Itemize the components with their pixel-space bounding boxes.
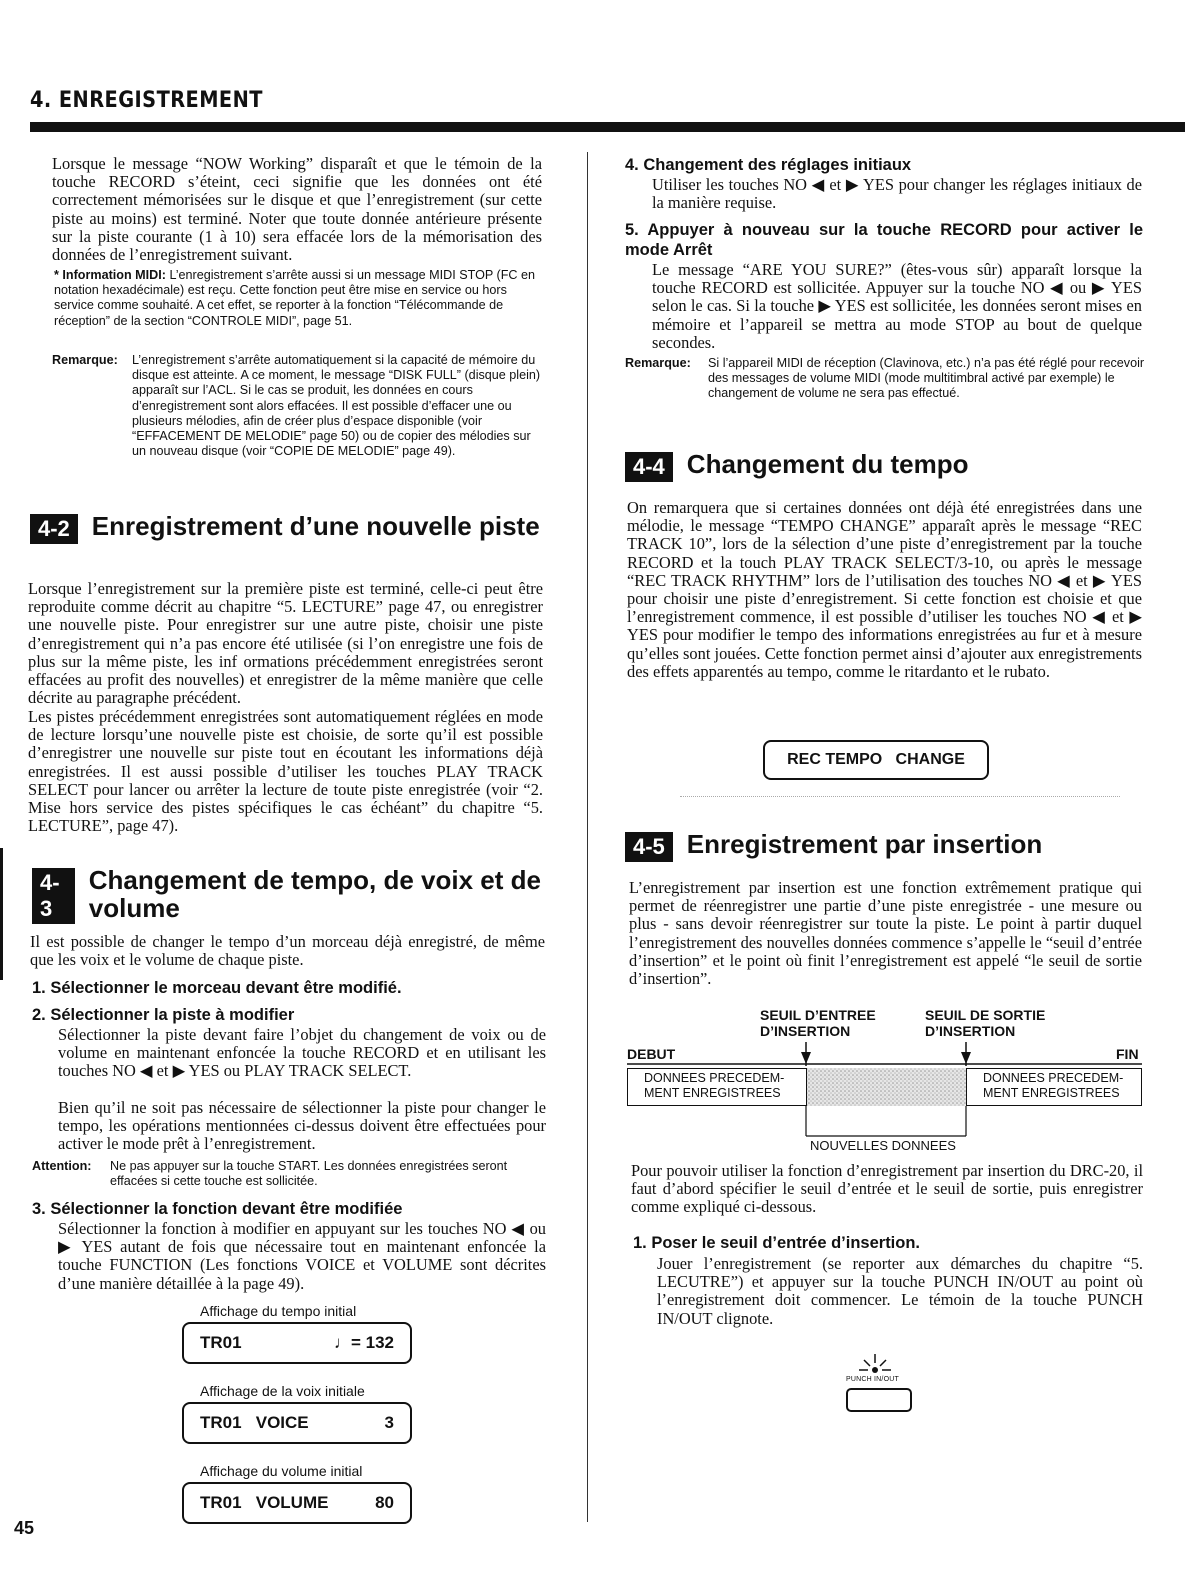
section-4-2-para-2: Les pistes précédemment enregistrées sont automatiquement réglées en mode de lecture lorsqu’une nouvelle piste est choisie, de sorte qu’il est possible d’enregistrer une nouvelle sur piste tout en écoutant les informations déjà enregistrées. Il est aussi possible d’utiliser les touches PLAY TRACK SELECT pour lancer ou arrêter la lecture de toute piste enregistrée (voir “2. Mise hors service des pistes spécifiques le cas échéant” du chapitre “5. LECTURE”, page 47).	[28, 707, 543, 836]
step-4-title: 4. Changement des réglages initiaux	[625, 156, 912, 174]
punch-in-out-button[interactable]	[846, 1388, 912, 1412]
step-1-title: 1. Sélectionner le morceau devant être modifié.	[32, 979, 402, 997]
tempo-lcd	[182, 1322, 412, 1364]
new-data-region	[806, 1068, 966, 1106]
tempo-change-lcd: REC TEMPO CHANGE	[763, 740, 989, 780]
chapter-rule	[30, 122, 1185, 132]
remarque-label: Remarque:	[52, 353, 118, 367]
section-4-4-heading	[625, 450, 1145, 482]
intro-paragraph: Lorsque le message “NOW Working” disparaît et que le témoin de la touche RECORD s’éteint, ceci signifie que les données ont été correctement mémorisées sur le disque et que l’enregistrement (sur cette piste au moins) est terminé. Noter que toute donnée antérieure présente sur la piste courante (1 à 10) sera effacée lors de la mémorisation des données de l’enregistrement suivant.	[52, 154, 542, 265]
section-4-3-intro: Il est possible de changer le tempo d’un morceau déjà enregistré, de même que les voix et le volume de chaque piste.	[30, 932, 545, 970]
section-4-2-heading	[30, 512, 550, 544]
volume-lcd	[182, 1482, 412, 1524]
step-2-text-2: Bien qu’il ne soit pas nécessaire de sélectionner la piste pour changer le tempo, les opérations mentionnées ci-dessus doivent être effectuées pour activer le mode prêt à l’enregistrement.	[58, 1098, 546, 1154]
dotted-separator	[680, 796, 1120, 797]
punch-button-label: PUNCH IN/OUT	[846, 1376, 899, 1383]
step-3-title: 3. Sélectionner la fonction devant être modifiée	[32, 1200, 403, 1218]
attention-label: Attention:	[32, 1159, 92, 1173]
remarque-text: L’enregistrement s’arrête automatiquement si la capacité de mémoire du disque est atteinte. A ce moment, le message “DISK FULL” (disque plein) apparaît sur l’ACL. Si le cas se produit, les données en cours d’enregistrement sont alors effacées. Il est possible d’effacer une ou plusieurs mélodies, afin de créer plus d’espace disponible (voir “EFFACEMENT DE MELODIE” page 50) ou de copier des mélodies sur un nouveau disque (voir “COPIE DE MELODIE” page 49).	[132, 353, 541, 459]
attention-text: Ne pas appuyer sur la touche START. Les données enregistrées seront effacées si cette touche est sollicitée.	[110, 1159, 508, 1189]
info-midi-note	[54, 268, 542, 329]
remarque-note-1	[52, 353, 542, 459]
step-3-text: Sélectionner la fonction à modifier en appuyant sur les touches NO ◀ ou ▶ YES autant de fois que nécessaire tout en maintenant enfoncée la touche FUNCTION (Les fonctions VOICE et VOLUME sont décrites d’une manière détaillée à la page 49).	[58, 1219, 546, 1293]
volume-display-caption: Affichage du volume initial	[200, 1463, 363, 1479]
info-midi-text: L’enregistrement s’arrête aussi si un message MIDI STOP (FC en notation hexadécimale) est reçu. Cette fonction peut être mise en service ou hors service comme souhaité. A cet effet, se reporter à la fonction “Télécommande de réception” de la section “CONTROLE MIDI”, page 51.	[54, 268, 536, 328]
attention-note	[32, 1159, 547, 1189]
tempo-display-caption: Affichage du tempo initial	[200, 1303, 357, 1319]
section-badge: 4-5	[625, 832, 673, 862]
new-data-label: NOUVELLES DONNEES	[806, 1138, 960, 1153]
section-4-3-heading	[32, 866, 552, 924]
lcd-left-text: TR01 VOICE	[200, 1413, 309, 1432]
seuil-entree-label: SEUIL D’ENTREE D’INSERTION	[760, 1007, 876, 1039]
section-title: Enregistrement d’une nouvelle piste	[91, 511, 540, 541]
section-4-4-para: On remarquera que si certaines données ont déjà été enregistrées dans une mélodie, le message “TEMPO CHANGE” apparaît après le message “REC TRACK 10”, lors de la sélection d’une piste d’enregistrement par la touche RECORD et la touch PLAY TRACK SELECT/3-10, ou après le message “REC TRACK RHYTHM” lors de l’utilisation des touches NO ◀ et ▶ YES pour choisir une piste d’enregistrement. Si cette fonction est choisie et que l’enregistrement commence, il est possible d’utiliser les touches NO ◀ et ▶ YES pour modifier le tempo des informations enregistrées au fur et à mesure qu’elles sont jouées. Cette fonction permet ainsi d’ajouter aux enregistrements des effets apparentés au tempo, comme le ritardanto et le rubato.	[627, 498, 1142, 681]
voice-display-caption: Affichage de la voix initiale	[200, 1383, 365, 1399]
fin-label: FIN	[1116, 1046, 1139, 1062]
section-title: Changement du tempo	[686, 449, 969, 479]
debut-label: DEBUT	[627, 1046, 676, 1062]
voice-lcd	[182, 1402, 412, 1444]
section-4-5-para: L’enregistrement par insertion est une fonction extrêmement pratique qui permet de réenregistrer une partie d’une piste enregistrée - une mesure ou plus - sans devoir réenregistrer sur toute la piste. Le point à partir duquel l’enregistrement des nouvelles données commence s’appelle le “seuil d’entrée d’insertion” et le point où finit l’enregistrement est appelé “le seuil de sortie d’insertion”.	[629, 878, 1142, 989]
margin-bar	[0, 848, 3, 980]
lcd-left-text: TR01 VOLUME	[200, 1493, 329, 1512]
previous-data-box-right: DONNEES PRECEDEM- MENT ENREGISTREES	[966, 1068, 1142, 1106]
lcd-left-text: TR01	[200, 1333, 242, 1352]
step-2-text-1: Sélectionner la piste devant faire l’objet du changement de voix ou de volume en maintenant enfoncée la touche RECORD et en utilisant les touches NO ◀ et ▶ YES ou PLAY TRACK SELECT.	[58, 1025, 546, 1081]
arrow-down-icon	[801, 1052, 811, 1064]
remarque-text: Si l’appareil MIDI de réception (Clavinova, etc.) n’a pas été réglé pour recevoir des messages de volume MIDI (mode multitimbral activé par exemple) le changement de volume ne sera pas effectué.	[708, 356, 1145, 401]
section-badge: 4-2	[30, 514, 78, 544]
section-badge: 4-4	[625, 452, 673, 482]
lcd-right-text: 3	[384, 1413, 394, 1432]
step-5-title: 5. Appuyer à nouveau sur la touche RECORD pour activer le mode Arrêt	[625, 221, 1143, 259]
punch-step-1-text: Jouer l’enregistrement (se reporter aux démarches du chapitre “5. LECUTRE”) et appuyer sur la touche PUNCH IN/OUT au point où l’enregistrement doit commencer. Le témoin de la touche PUNCH IN/OUT clignote.	[657, 1254, 1143, 1328]
lcd-right-text: 80	[375, 1493, 394, 1512]
remarque-label: Remarque:	[625, 356, 691, 370]
section-title: Changement de tempo, de voix et de volume	[88, 865, 541, 923]
chapter-title: 4. ENREGISTREMENT	[30, 88, 263, 113]
section-4-5-para-2: Pour pouvoir utiliser la fonction d’enregistrement par insertion du DRC-20, il faut d’abord spécifier le seuil d’entrée et le seuil de sortie, puis enregistrer comme expliqué ci-dessous.	[631, 1161, 1143, 1217]
section-title: Enregistrement par insertion	[686, 829, 1043, 859]
column-divider	[587, 152, 588, 1522]
blinking-led-icon	[855, 1352, 895, 1378]
seuil-sortie-label: SEUIL DE SORTIE D’INSERTION	[925, 1007, 1046, 1039]
previous-data-box-left: DONNEES PRECEDEM- MENT ENREGISTREES	[627, 1068, 807, 1106]
section-4-5-heading	[625, 830, 1145, 862]
step-2-title: 2. Sélectionner la piste à modifier	[32, 1006, 295, 1024]
arrow-down-icon	[961, 1052, 971, 1064]
punch-step-1-title: 1. Poser le seuil d’entrée d’insertion.	[633, 1234, 921, 1252]
page-number: 45	[14, 1518, 35, 1538]
lcd-right-text: ♩= 132	[333, 1333, 394, 1352]
info-midi-label: * Information MIDI:	[54, 268, 166, 282]
section-4-2-para-1: Lorsque l’enregistrement sur la première piste est terminé, celle-ci peut être reproduite comme décrit au chapitre “5. LECTURE” page 47, ou enregistrer une nouvelle piste. Pour enregistrer sur une autre piste, choisir une piste d’enregistrement qui n’a pas encore été utilisée (si l’on enregistre une fois de plus sur la même piste, les inf ormations précédemment enregistrées seront effacées au profit des nouvelles) et enregistrer de la même manière que celle décrite au paragraphe précédent.	[28, 579, 543, 708]
step-5-text: Le message “ARE YOU SURE?” (êtes-vous sûr) apparaît lorsque la touche RECORD est sollicitée. Appuyer sur la touche NO ◀ ou ▶ YES selon le cas. Si la touche ▶ YES est sollicitée, les données seront mises en mémoire et l’appareil se mettra au mode STOP au bout de quelque secondes.	[652, 260, 1142, 352]
remarque-note-2	[625, 356, 1145, 402]
section-badge: 4-3	[32, 868, 75, 924]
step-4-text: Utiliser les touches NO ◀ et ▶ YES pour changer les réglages initiaux de la manière requise.	[652, 175, 1142, 213]
